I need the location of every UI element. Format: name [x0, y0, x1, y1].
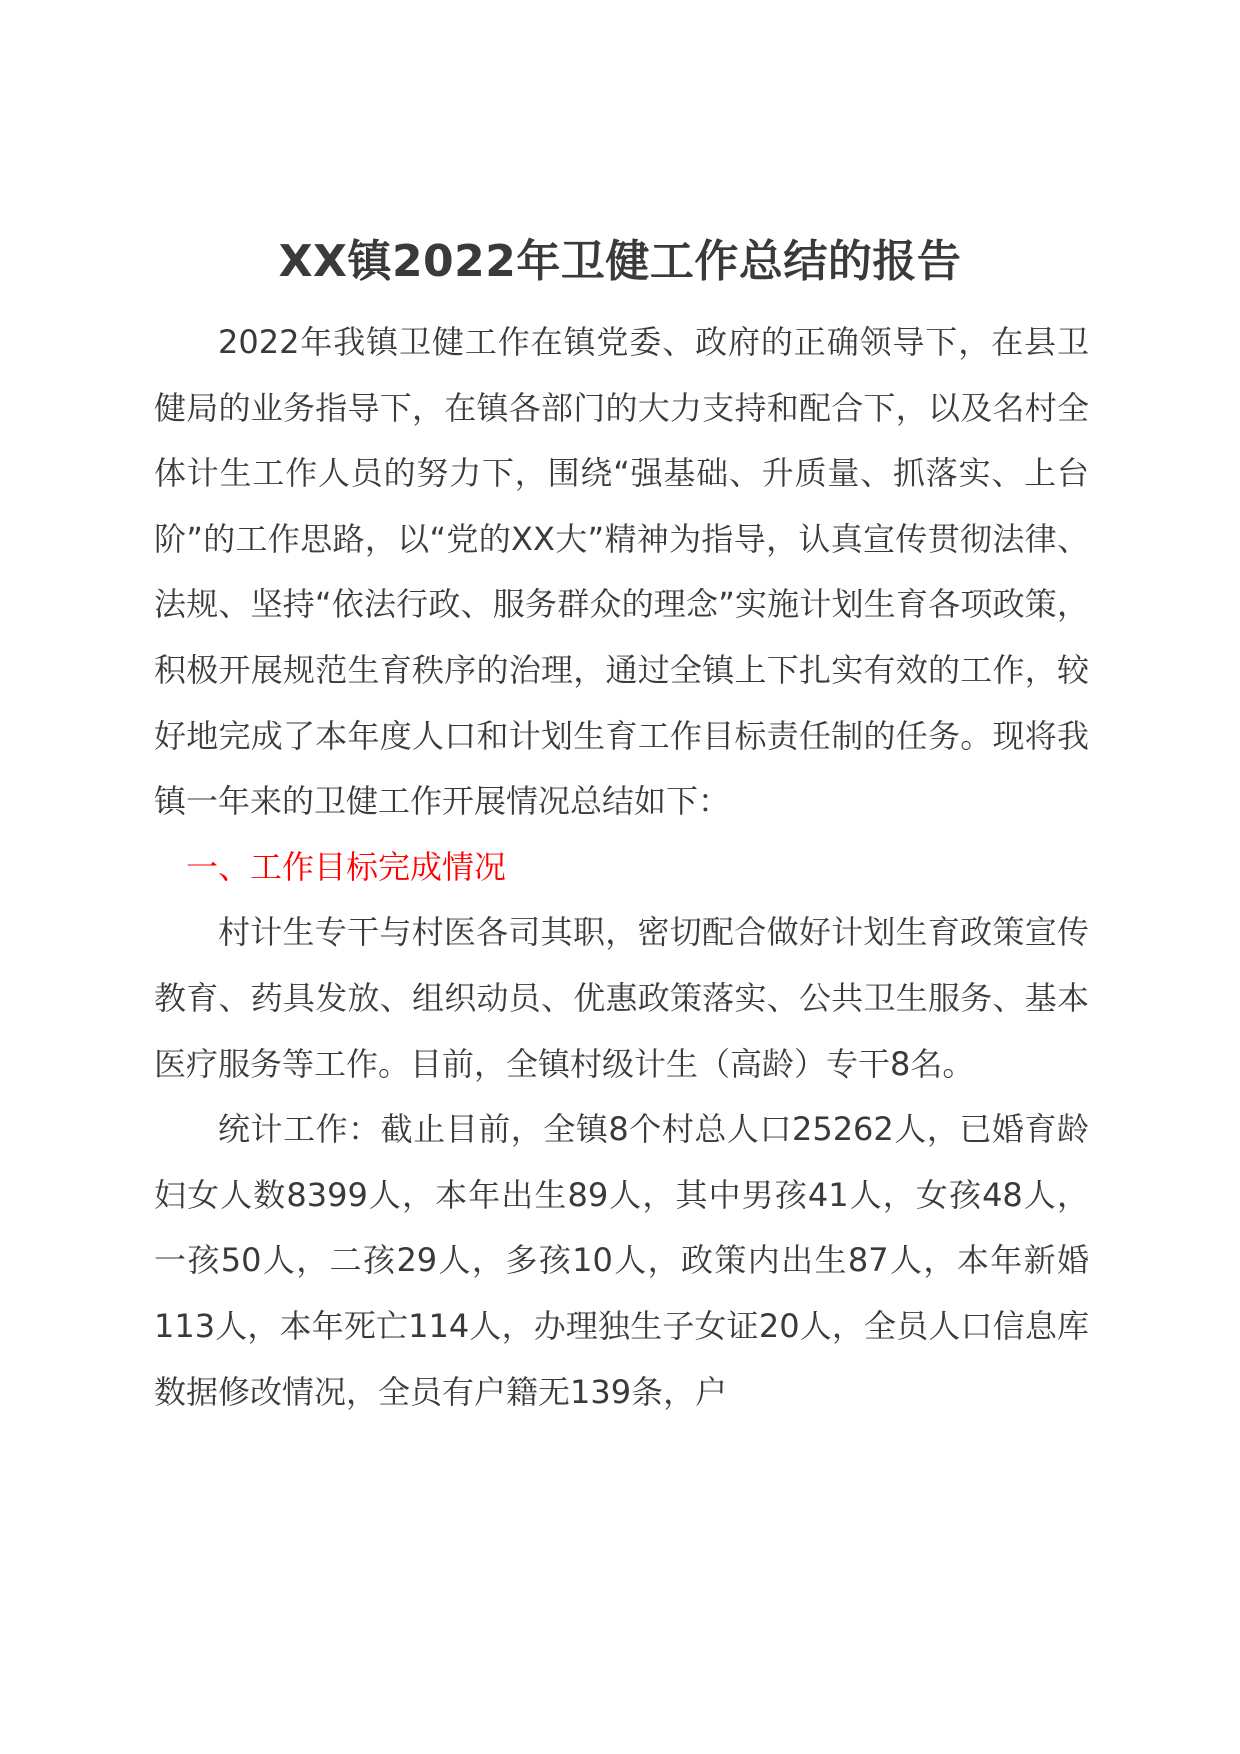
section-paragraph-staff: 村计生专干与村医各司其职，密切配合做好计划生育政策宣传教育、药具发放、组织动员、优惠政策落实、公共卫生服务、基本医疗服务等工作。目前，全镇村级计生（高龄）专干8名。	[154, 913, 1089, 1083]
intro-paragraph: 2022年我镇卫健工作在镇党委、政府的正确领导下，在县卫健局的业务指导下，在镇各部门的大力支持和配合下，以及名村全体计生工作人员的努力下，围绕“强基础、升质量、抓落实、上台阶”的工作思路，以“党的XX大”精神为指导，认真宣传贯彻法律、法规、坚持“依法行政、服务群众的理念”实施计划生育各项政策，积极开展规范生育秩序的治理，通过全镇上下扎实有效的工作，较好地完成了本年度人口和计划生育工作目标责任制的任务。现将我镇一年来的卫健工作开展情况总结如下：	[154, 323, 1089, 821]
section-heading: 一、工作目标完成情况	[186, 847, 507, 886]
document-title: XX镇2022年卫健工作总结的报告	[278, 236, 962, 287]
section-paragraph-statistics: 统计工作：截止目前，全镇8个村总人口25262人，已婚育龄妇女人数8399人，本年出生89人，其中男孩41人，女孩48人，一孩50人，二孩29人，多孩10人，政策内出生87人，本年新婚113人，本年死亡114人，办理独生子女证20人，全员人口信息库数据修改情况，全员有户籍无139条，户	[154, 1110, 1089, 1411]
document-body	[154, 310, 1089, 1425]
